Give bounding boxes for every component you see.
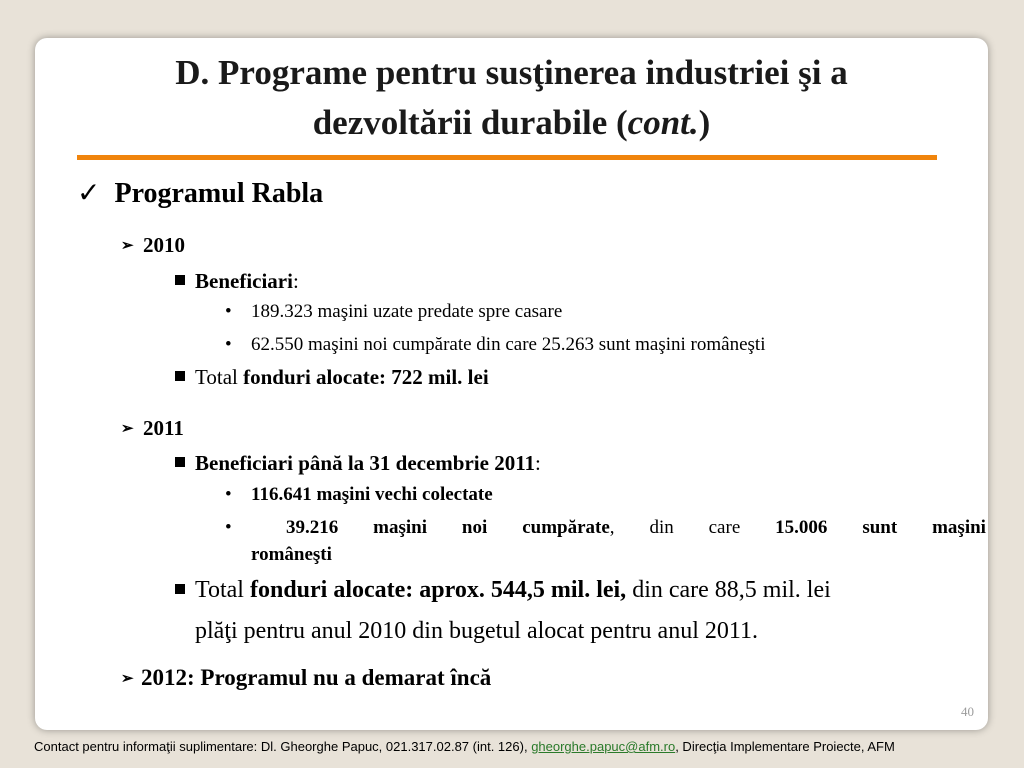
word: noi [461, 517, 488, 538]
beneficiari-colon: : [292, 269, 299, 293]
total-prefix: Total [195, 577, 250, 603]
word: care [708, 517, 741, 538]
title-line-2-end: ) [698, 103, 711, 142]
dot-bullet-icon: • [225, 301, 232, 322]
slide-panel [35, 38, 988, 730]
list-item [225, 332, 765, 358]
footer-email-link[interactable]: gheorghe.papuc@afm.ro [531, 739, 676, 754]
title-line-1: D. Programe pentru susţinerea industriei şi a [175, 53, 848, 92]
square-bullet-icon [175, 457, 185, 467]
slide-title [75, 48, 948, 148]
footer-contact [34, 739, 895, 754]
dot-bullet-icon: • [225, 334, 232, 355]
year-2011-beneficiari [175, 449, 541, 477]
list-item [225, 299, 562, 325]
footer-prefix: Contact pentru informaţii suplimentare: Dl. Gheorghe Papuc, 021.317.02.87 (int. 126), [34, 739, 532, 754]
year-2011-heading [121, 414, 184, 443]
title-line-2-main: dezvoltării durabile ( [312, 103, 628, 142]
year-2010-heading [121, 231, 185, 260]
word: 39.216 [286, 517, 339, 538]
list-item-continuation [251, 542, 332, 568]
word-bold: cumpărate [522, 517, 610, 538]
beneficiari-colon: : [535, 451, 541, 475]
dot-bullet-icon: • [225, 517, 232, 538]
word: maşini [373, 517, 428, 538]
footer-suffix: , Direcţia Implementare Proiecte, AFM [675, 739, 895, 754]
title-underline [77, 155, 937, 160]
list-item-text: 62.550 maşini noi cumpărate din care 25.263 sunt maşini româneşti [251, 334, 766, 355]
square-bullet-icon [175, 584, 185, 594]
word: 15.006 [775, 517, 828, 538]
square-bullet-icon [175, 275, 185, 285]
year-2010-total [175, 363, 489, 391]
arrow-bullet-icon: ➢ [121, 421, 134, 437]
total-rest: din care 88,5 mil. lei [626, 577, 831, 603]
year-2011-label: 2011 [143, 416, 184, 440]
list-item-text: 189.323 maşini uzate predate spre casare [251, 301, 563, 322]
year-2010-beneficiari [175, 267, 299, 295]
list-item [225, 482, 493, 508]
arrow-bullet-icon: ➢ [121, 671, 134, 687]
word: din [649, 517, 674, 538]
beneficiari-label: Beneficiari [195, 269, 293, 293]
total-amount: fonduri alocate: aprox. 544,5 mil. lei, [249, 577, 627, 603]
program-heading [77, 176, 323, 212]
word-comma: , [609, 517, 615, 538]
beneficiari-label: Beneficiari până la 31 decembrie 2011 [195, 451, 536, 475]
list-item-text: 116.641 maşini vechi colectate [251, 484, 493, 505]
program-label: Programul Rabla [114, 178, 324, 209]
list-item [286, 515, 986, 541]
title-line-2 [75, 98, 948, 148]
word: sunt [862, 517, 898, 538]
total-amount: fonduri alocate: 722 mil. lei [243, 365, 489, 389]
year-2011-total-line2: plăţi pentru anul 2010 din bugetul alocat pentru anul 2011. [195, 618, 758, 644]
year-2011-total [175, 573, 831, 607]
word [522, 515, 614, 541]
year-2012-text: 2012: Programul nu a demarat încă [141, 665, 492, 690]
check-icon: ✓ [77, 178, 101, 209]
list-item-text: româneşti [251, 544, 332, 565]
page-number: 40 [961, 704, 974, 719]
title-line-2-italic: cont. [627, 103, 699, 142]
arrow-bullet-icon: ➢ [121, 238, 134, 254]
square-bullet-icon [175, 371, 185, 381]
dot-bullet-icon: • [225, 484, 232, 505]
word: maşini [932, 517, 986, 538]
year-2012-heading [121, 664, 491, 693]
year-2010-label: 2010 [143, 233, 185, 257]
total-prefix: Total [195, 365, 244, 389]
